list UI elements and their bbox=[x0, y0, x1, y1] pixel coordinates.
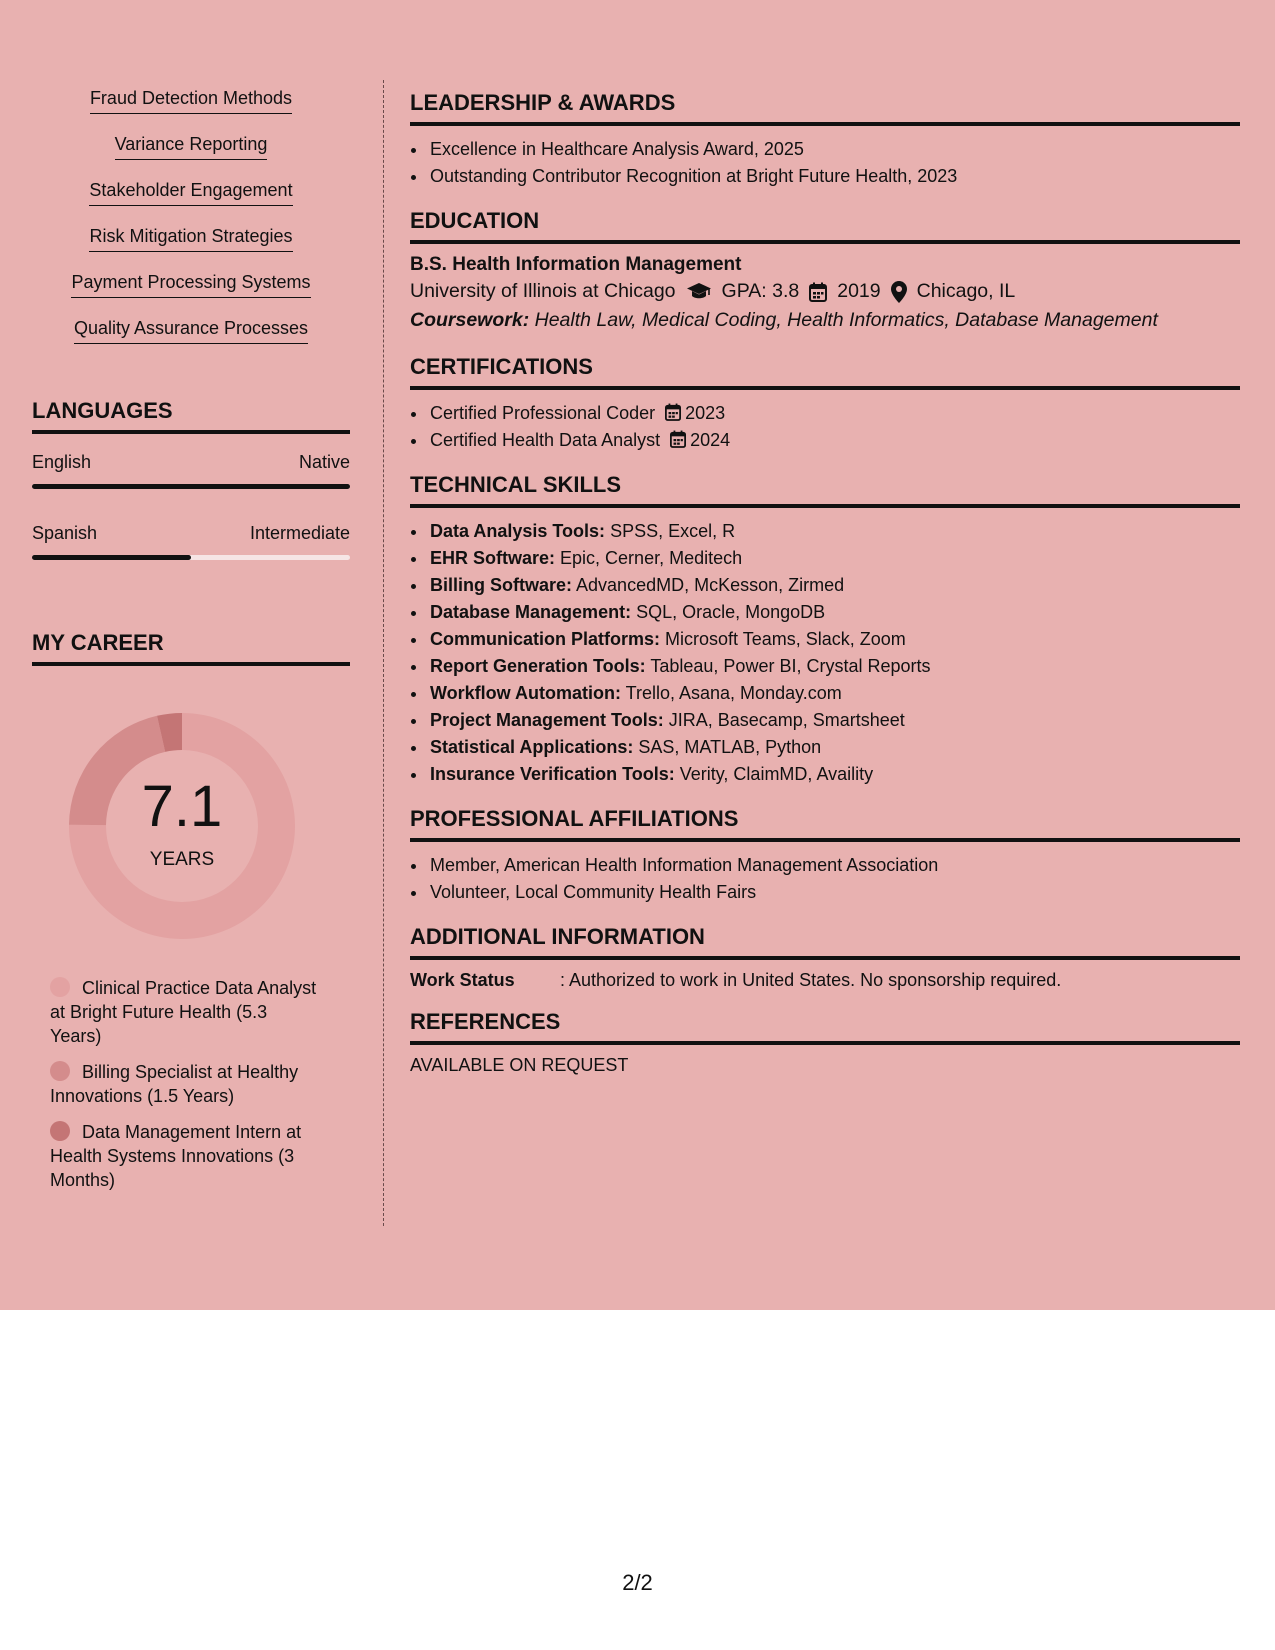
skill-item: Quality Assurance Processes bbox=[74, 318, 308, 344]
technical-skill-label: Report Generation Tools: bbox=[430, 656, 646, 676]
certifications-section bbox=[410, 354, 1240, 454]
technical-skill-label: Billing Software: bbox=[430, 575, 573, 595]
legend-dot bbox=[50, 1061, 70, 1081]
technical-skill-value: Tableau, Power BI, Crystal Reports bbox=[650, 656, 931, 676]
languages-section bbox=[32, 398, 350, 560]
skill-item: Payment Processing Systems bbox=[71, 272, 310, 298]
award-item: • Excellence in Healthcare Analysis Award, 2025 bbox=[428, 136, 1240, 163]
skill-list bbox=[32, 82, 350, 358]
legend-dot bbox=[50, 977, 70, 997]
coursework bbox=[410, 309, 1240, 332]
technical-skill-value: Verity, ClaimMD, Availity bbox=[679, 764, 874, 784]
career-role bbox=[50, 1120, 320, 1192]
language-bar bbox=[32, 555, 350, 560]
skill-item: Risk Mitigation Strategies bbox=[89, 226, 292, 252]
career-role bbox=[50, 1060, 320, 1108]
references-heading: REFERENCES bbox=[410, 1009, 1240, 1045]
leadership-heading: LEADERSHIP & AWARDS bbox=[410, 90, 1240, 126]
technical-skills-section bbox=[410, 472, 1240, 788]
technical-skill-label: Statistical Applications: bbox=[430, 737, 634, 757]
graduation-cap-icon bbox=[686, 282, 712, 302]
affiliations-section bbox=[410, 806, 1240, 906]
technical-skill-item bbox=[428, 545, 1240, 572]
award-item: • Outstanding Contributor Recognition at Bright Future Health, 2023 bbox=[428, 163, 1240, 190]
technical-skill-value: SPSS, Excel, R bbox=[610, 521, 736, 541]
skill-item: Fraud Detection Methods bbox=[90, 88, 292, 114]
technical-skill-item bbox=[428, 572, 1240, 599]
technical-skill-item bbox=[428, 680, 1240, 707]
technical-skill-item bbox=[428, 653, 1240, 680]
degree-title: B.S. Health Information Management bbox=[410, 254, 742, 275]
technical-skills-heading: TECHNICAL SKILLS bbox=[410, 472, 1240, 508]
affiliation-item: • Volunteer, Local Community Health Fairs bbox=[428, 879, 1240, 906]
school-location: Chicago, IL bbox=[916, 280, 1016, 302]
career-role bbox=[50, 976, 320, 1048]
technical-skill-item bbox=[428, 761, 1240, 788]
affiliation-item: • Member, American Health Information Management Association bbox=[428, 852, 1240, 879]
leadership-section bbox=[410, 90, 1240, 190]
work-status-row bbox=[410, 970, 1240, 991]
total-years: 7.1 bbox=[141, 774, 223, 839]
skill-item: Variance Reporting bbox=[115, 134, 268, 160]
certification-name: Certified Professional Coder bbox=[430, 403, 656, 423]
calendar-icon bbox=[665, 403, 681, 421]
additional-info-heading: ADDITIONAL INFORMATION bbox=[410, 924, 1240, 960]
skill-item: Stakeholder Engagement bbox=[89, 180, 292, 206]
technical-skill-item bbox=[428, 734, 1240, 761]
affiliations-heading: PROFESSIONAL AFFILIATIONS bbox=[410, 806, 1240, 842]
years-label: YEARS bbox=[149, 849, 215, 870]
technical-skill-value: AdvancedMD, McKesson, Zirmed bbox=[576, 575, 845, 595]
technical-skill-value: Trello, Asana, Monday.com bbox=[625, 683, 842, 703]
coursework-list: Health Law, Medical Coding, Health Informatics, Database Management bbox=[534, 309, 1158, 331]
languages-heading: LANGUAGES bbox=[32, 398, 350, 434]
work-status-label: Work Status bbox=[410, 970, 515, 990]
career-heading: MY CAREER bbox=[32, 630, 350, 666]
references-section bbox=[410, 1009, 1240, 1076]
references-text: AVAILABLE ON REQUEST bbox=[410, 1055, 629, 1075]
technical-skill-item bbox=[428, 518, 1240, 545]
technical-skill-label: Data Analysis Tools: bbox=[430, 521, 606, 541]
technical-skill-label: Insurance Verification Tools: bbox=[430, 764, 675, 784]
additional-info-section bbox=[410, 924, 1240, 991]
technical-skill-value: Epic, Cerner, Meditech bbox=[560, 548, 743, 568]
career-donut-chart bbox=[62, 706, 302, 946]
calendar-icon bbox=[809, 282, 827, 302]
calendar-icon bbox=[670, 430, 686, 448]
career-role-text: Data Management Intern at Health Systems Innovations (3 Months) bbox=[50, 1122, 302, 1190]
career-role-text: Clinical Practice Data Analyst at Bright Future Health (5.3 Years) bbox=[50, 978, 317, 1046]
technical-skill-label: Database Management: bbox=[430, 602, 632, 622]
coursework-label: Coursework: bbox=[410, 309, 530, 331]
left-column bbox=[32, 82, 350, 1204]
technical-skill-value: Microsoft Teams, Slack, Zoom bbox=[665, 629, 906, 649]
technical-skill-label: Communication Platforms: bbox=[430, 629, 661, 649]
location-pin-icon bbox=[891, 281, 907, 303]
technical-skill-value: SAS, MATLAB, Python bbox=[638, 737, 822, 757]
education-meta bbox=[410, 280, 1240, 303]
technical-skill-item bbox=[428, 599, 1240, 626]
technical-skill-value: JIRA, Basecamp, Smartsheet bbox=[668, 710, 905, 730]
legend-dot bbox=[50, 1121, 70, 1141]
language-bar-fill bbox=[32, 555, 191, 560]
technical-skill-label: Workflow Automation: bbox=[430, 683, 621, 703]
school-name: University of Illinois at Chicago bbox=[410, 280, 676, 302]
certification-item bbox=[428, 400, 1240, 427]
technical-skill-label: EHR Software: bbox=[430, 548, 556, 568]
certification-year: 2024 bbox=[690, 430, 731, 450]
language-level: Native bbox=[298, 452, 350, 472]
career-role-text: Billing Specialist at Healthy Innovations (1.5 Years) bbox=[50, 1062, 299, 1106]
column-divider bbox=[383, 80, 384, 1226]
page-number: 2/2 bbox=[622, 1570, 653, 1595]
language-bar bbox=[32, 484, 350, 489]
career-section bbox=[32, 630, 350, 1192]
technical-skill-label: Project Management Tools: bbox=[430, 710, 664, 730]
technical-skill-item bbox=[428, 626, 1240, 653]
language-row bbox=[32, 523, 350, 544]
language-row bbox=[32, 452, 350, 473]
gpa: GPA: 3.8 bbox=[721, 280, 800, 302]
technical-skill-item bbox=[428, 707, 1240, 734]
language-name: English bbox=[32, 452, 92, 472]
language-level: Intermediate bbox=[249, 523, 350, 543]
certification-year: 2023 bbox=[685, 403, 726, 423]
work-status-value: : Authorized to work in United States. No sponsorship required. bbox=[560, 970, 1062, 990]
language-bar-fill bbox=[32, 484, 350, 489]
language-name: Spanish bbox=[32, 523, 98, 543]
education-heading: EDUCATION bbox=[410, 208, 1240, 244]
right-column bbox=[410, 90, 1240, 1094]
career-legend bbox=[50, 976, 320, 1192]
certification-name: Certified Health Data Analyst bbox=[430, 430, 661, 450]
education-section bbox=[410, 208, 1240, 332]
technical-skill-value: SQL, Oracle, MongoDB bbox=[636, 602, 826, 622]
certifications-heading: CERTIFICATIONS bbox=[410, 354, 1240, 390]
certification-item bbox=[428, 427, 1240, 454]
graduation-year: 2019 bbox=[837, 280, 881, 302]
